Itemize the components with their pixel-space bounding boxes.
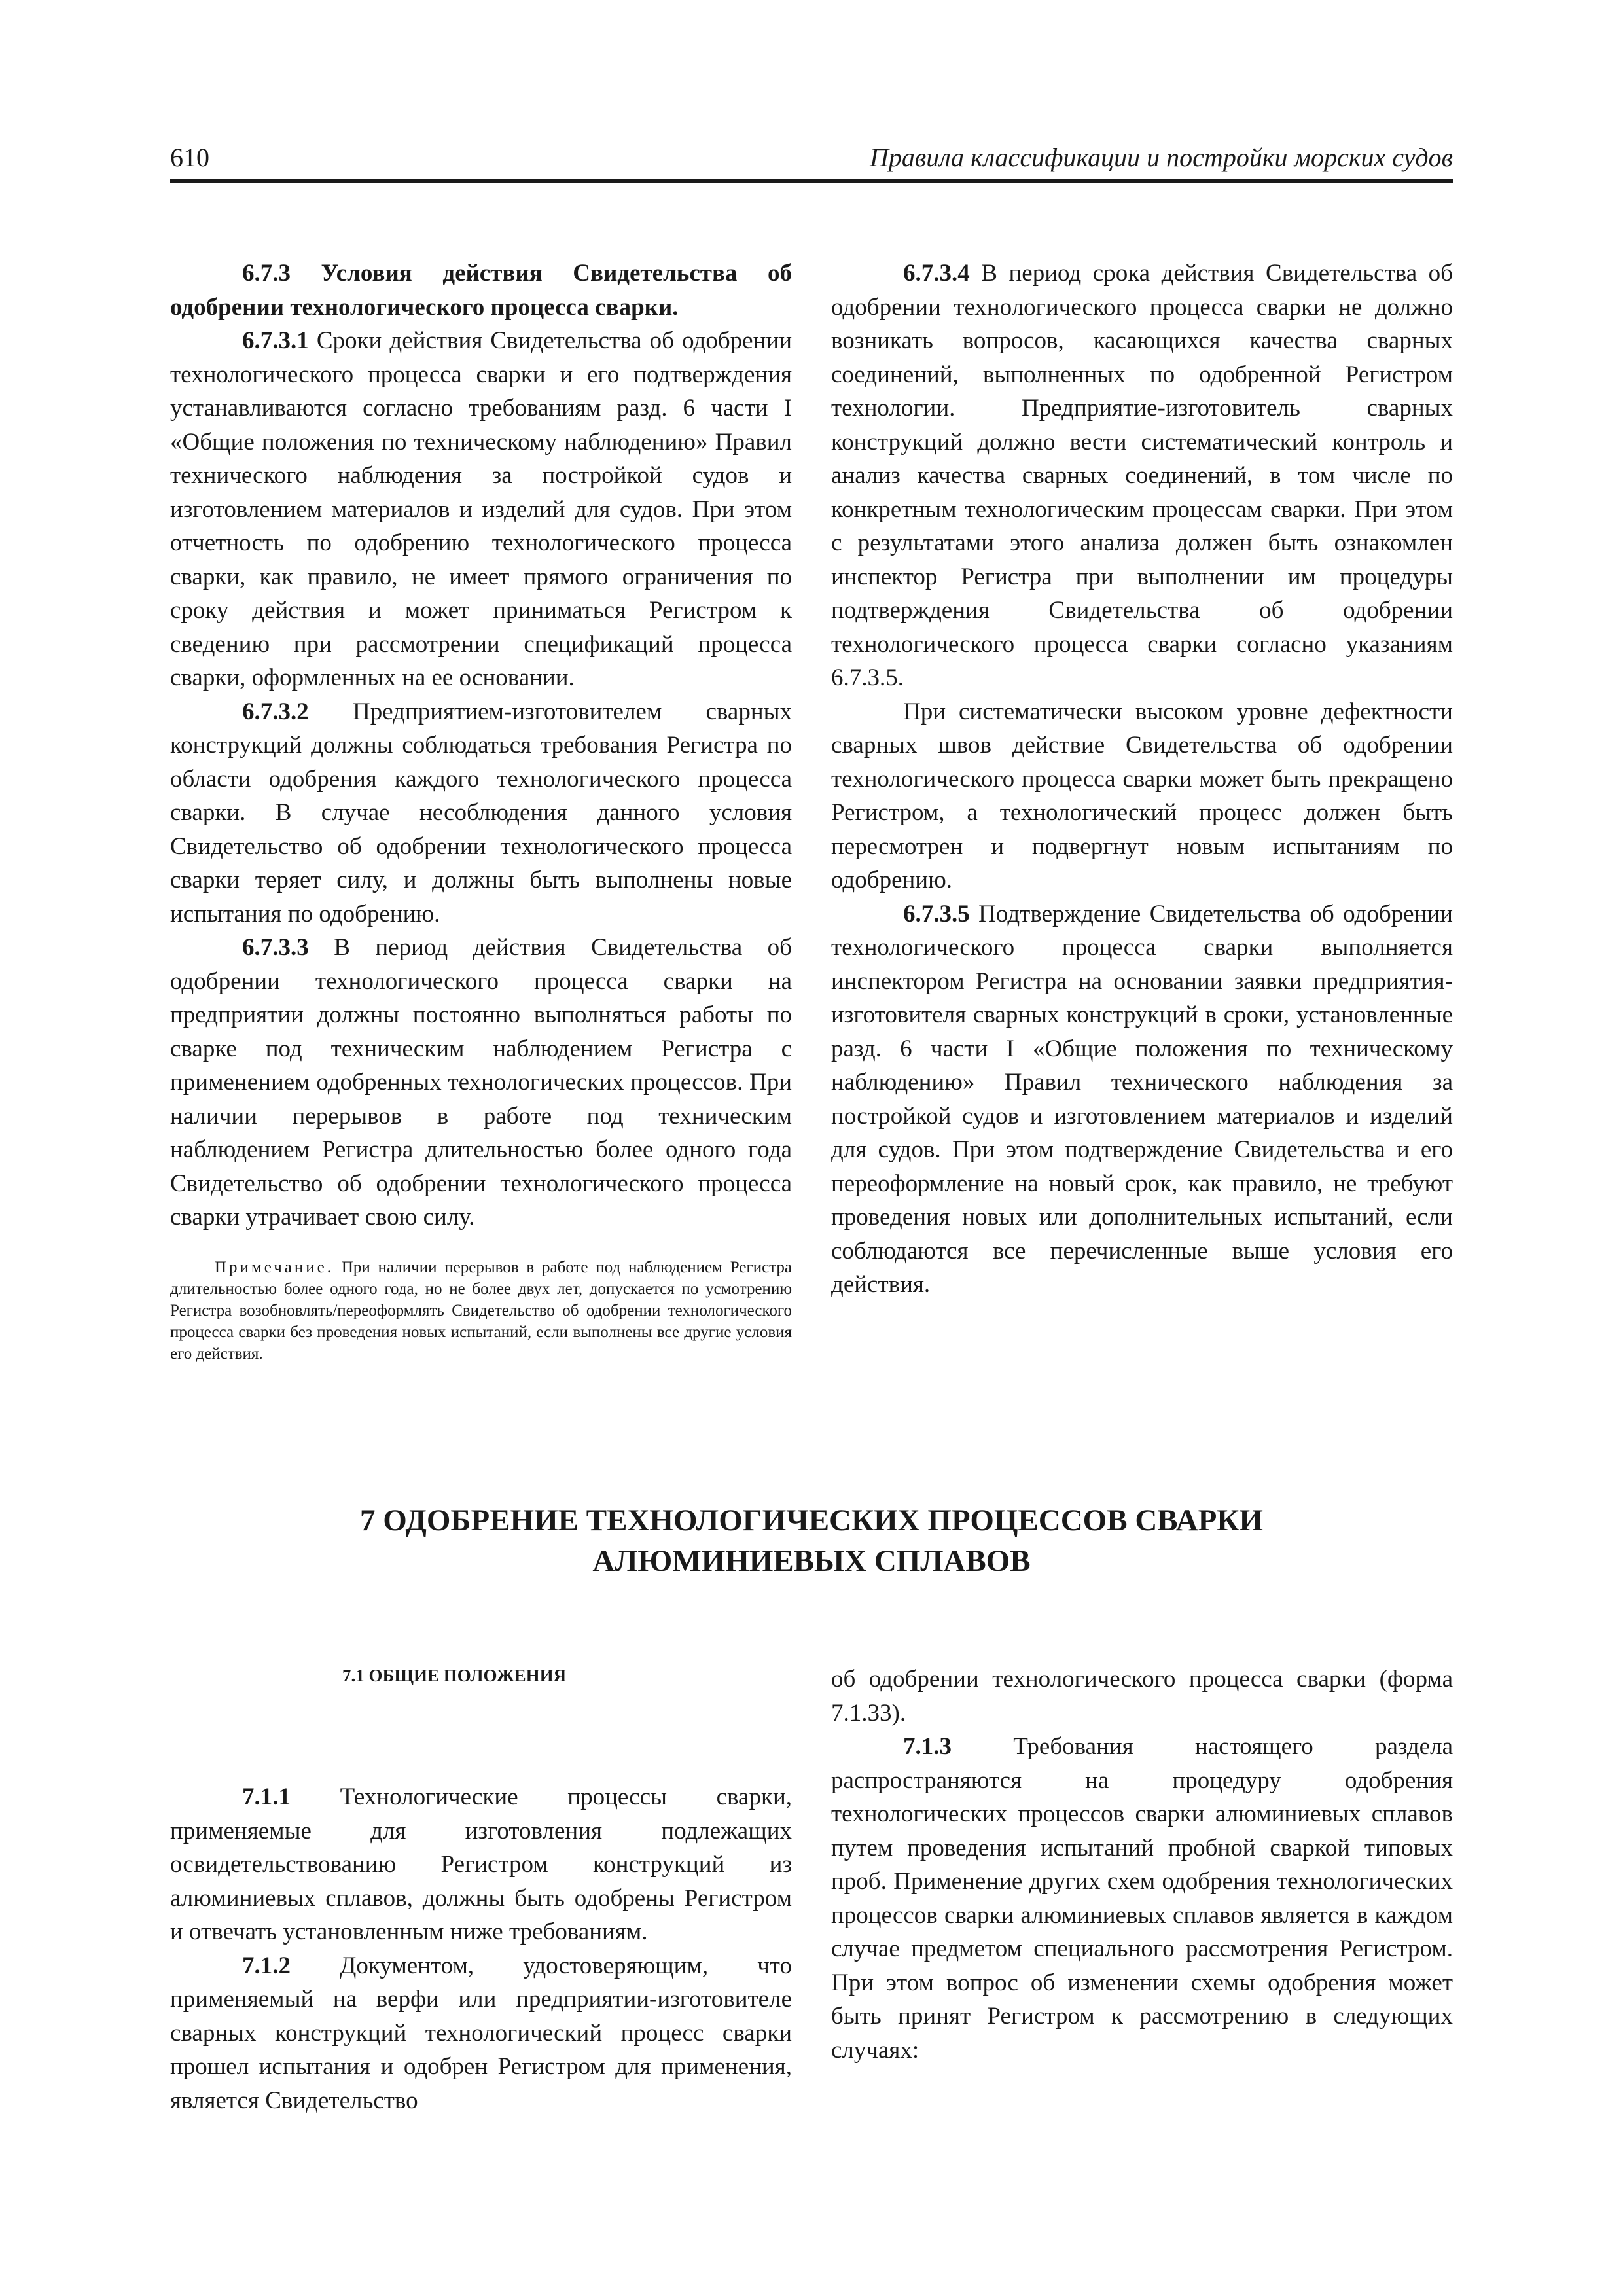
clause-text: В период срока действия Свидетельства об одобрении технологического процесса сварки не должно возникать вопросов, касающихся качества сварных соединений, выполненных по одобренной Регистром технологии. Предприятие-изготовитель сварных конструкций должно вести систематический контроль и анализ качества сварных соединений, в том числе по конкретным технологическим процессам сварки. При этом с результатами этого анализа должен быть ознакомлен инспектор Регистра при выполнении им процедуры подтверждения Свидетельства об одобрении технологического процесса сварки согласно указаниям 6.7.3.5. [831,260,1453,691]
chapter-title [170,1500,1453,1581]
right-column [831,257,1453,1302]
section-title: 7.1 ОБЩИЕ ПОЛОЖЕНИЯ [342,1666,567,1685]
paragraph-6-7-3-2 [170,695,792,931]
note-text: При наличии перерывов в работе под наблюдением Регистра длительностью более одного года, но не более двух лет, допускается по усмотрению Регистра возобновлять/переоформлять Свидетельство об одобрении технологического процесса сварки без проведения новых испытаний, если выполнены все другие условия его действия. [170,1258,792,1363]
clause-number: 6.7.3.1 [242,327,309,354]
paragraph-defects: При систематически высоком уровне дефектности сварных швов действие Свидетельства об одобрении технологического процесса сварки может быть прекращено Регистром, а технологический процесс должен быть пересмотрен и подвергнут новым испытаниям по одобрению. [831,698,1453,893]
left-column [170,257,792,1365]
paragraph-7-1-1 [170,1780,792,1949]
paragraph-6-7-3 [170,257,792,324]
clause-heading: Условия действия Свидетельства об одобрении технологического процесса сварки. [170,260,792,321]
paragraph-6-7-3-4 [831,257,1453,695]
clause-text: В период действия Свидетельства об одобрении технологического процесса сварки на предприятии должны постоянно выполняться работы по сварке под техническим наблюдением Регистра с применением одобренных технологических процессов. При наличии перерывов в работе под техническим наблюдением Регистра длительностью более одного года Свидетельство об одобрении технологического процесса сварки утрачивает свою силу. [170,934,792,1230]
chapter-title-line: АЛЮМИНИЕВЫХ СПЛАВОВ [592,1544,1031,1578]
clause-number: 6.7.3.3 [242,934,309,961]
clause-text: Предприятием-изготовителем сварных конструкций должны соблюдаться требования Регистра по области одобрения каждого технологического процесса сварки. В случае несоблюдения данного условия Свидетельство об одобрении технологического процесса сварки теряет силу, и должны быть выполнены новые испытания по одобрению. [170,698,792,927]
paragraph-continuation: об одобрении технологического процесса сварки (форма 7.1.33). [831,1666,1453,1727]
page-header [170,139,1453,183]
paragraph-6-7-3-3 [170,931,792,1234]
clause-number: 6.7.3.5 [903,900,970,927]
paragraph-6-7-3-5 [831,897,1453,1302]
clause-number: 6.7.3 [242,260,291,287]
note-label: Примечание. [215,1258,334,1276]
section-right-column [831,1662,1453,2067]
clause-number: 7.1.3 [903,1733,952,1760]
chapter-title-line: 7 ОДОБРЕНИЕ ТЕХНОЛОГИЧЕСКИХ ПРОЦЕССОВ СВАРКИ [360,1503,1263,1537]
page-number: 610 [170,143,209,172]
paragraph-6-7-3-1 [170,324,792,695]
clause-text: Технологические процессы сварки, применяемые для изготовления подлежащих освидетельствованию Регистром конструкций из алюминиевых сплавов, должны быть одобрены Регистром и отвечать установленным ниже требованиям. [170,1784,792,1945]
clause-number: 6.7.3.4 [903,260,970,287]
clause-number: 7.1.1 [242,1784,291,1810]
running-title: Правила классификации и постройки морских судов [869,143,1453,172]
clause-text: Требования настоящего раздела распространяются на процедуру одобрения технологических процессов сварки алюминиевых сплавов путем проведения испытаний пробной сваркой типовых проб. Применение других схем одобрения технологических процессов сварки алюминиевых сплавов является в каждом случае предметом специального рассмотрения Регистром. При этом вопрос об изменении схемы одобрения может быть принят Регистром к рассмотрению в следующих случаях: [831,1733,1453,2064]
paragraph-7-1-2 [170,1949,792,2118]
clause-text: Документом, удостоверяющим, что применяемый на верфи или предприятии-изготовителе сварных конструкций технологический процесс сварки прошел испытания и одобрен Регистром для применения, является Свидетельство [170,1952,792,2114]
clause-text: Подтверждение Свидетельства об одобрении технологического процесса сварки выполняется инспектором Регистра на основании заявки предприятия-изготовителя сварных конструкций в сроки, установленные разд. 6 части I «Общие положения по техническому наблюдению» Правил технического наблюдения за постройкой судов и изготовлением материалов и изделий для судов. При этом подтверждение Свидетельства и его переоформление на новый срок, как правило, не требуют проведения новых или дополнительных испытаний, если соблюдаются все перечисленные выше условия его действия. [831,900,1453,1298]
clause-text: Сроки действия Свидетельства об одобрении технологического процесса сварки и его подтверждения устанавливаются согласно требованиям разд. 6 части I «Общие положения по техническому наблюдению» Правил технического наблюдения за постройкой судов и изготовлением материалов и изделий для судов. При этом отчетность по одобрению технологического процесса сварки, как правило, не имеет прямого ограничения по сроку действия и может приниматься Регистром к сведению при рассмотрении спецификаций процесса сварки, оформленных на ее основании. [170,327,792,691]
clause-number: 6.7.3.2 [242,698,309,725]
note [170,1257,792,1365]
paragraph-7-1-3 [831,1730,1453,2067]
section-left-column [170,1662,792,2117]
clause-number: 7.1.2 [242,1952,291,1979]
